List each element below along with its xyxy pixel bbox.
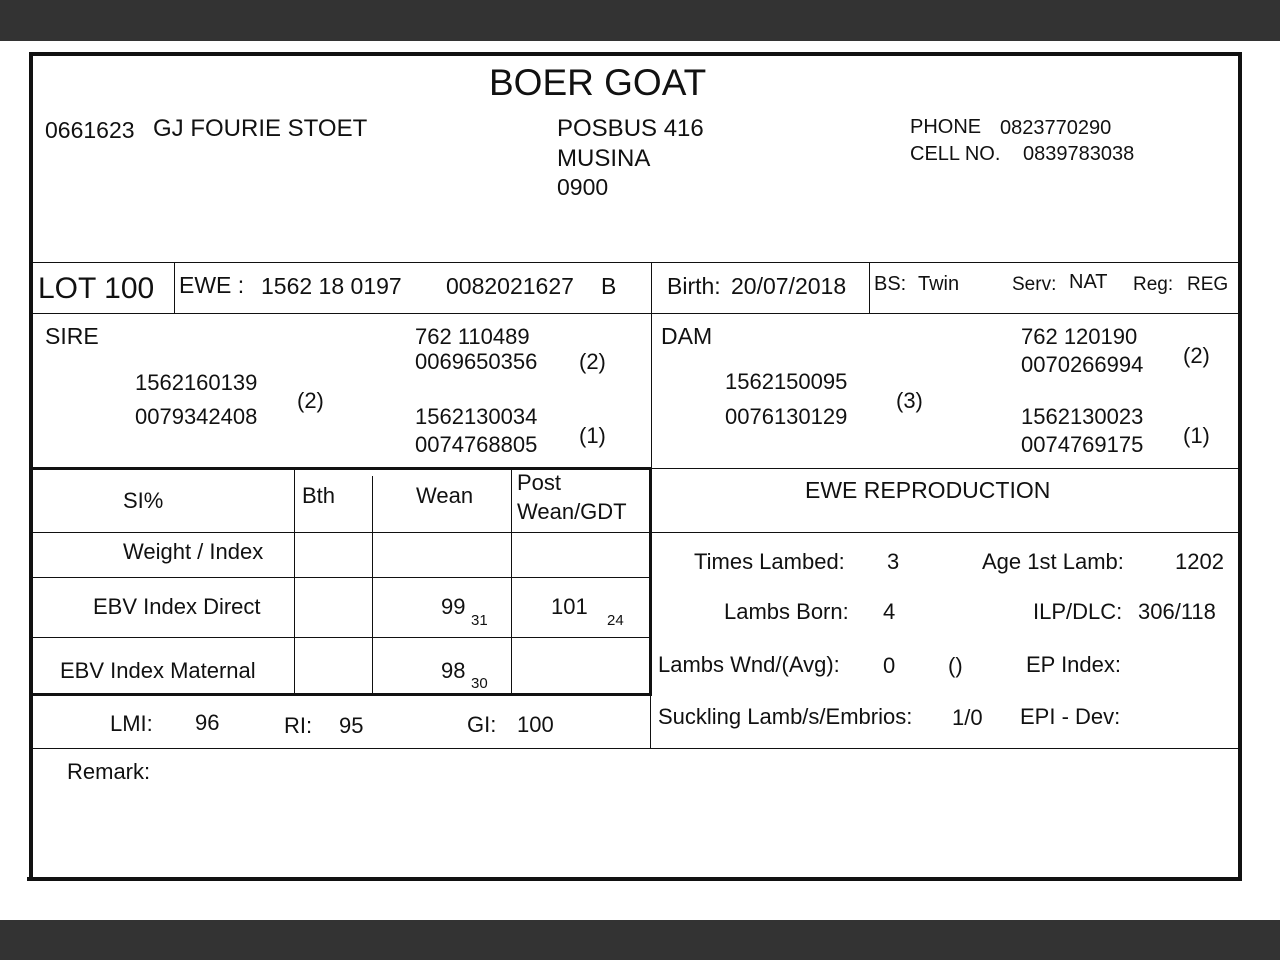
post-wean-header-line2: Wean/GDT: [517, 499, 627, 524]
ri-value: 95: [339, 713, 364, 738]
breeder-address-line3: 0900: [557, 174, 609, 200]
ebv-direct-label: EBV Index Direct: [93, 594, 261, 619]
dam-parent1-count: (2): [1183, 343, 1210, 368]
divider-header: [33, 262, 1238, 263]
divider-repro-top: [652, 468, 1238, 469]
ewe-label: EWE :: [179, 272, 245, 298]
gi-label: GI:: [467, 712, 497, 737]
dam-parent2-count: (1): [1183, 423, 1210, 448]
suckling-value: 1/0: [952, 705, 983, 730]
epi-dev-label: EPI - Dev:: [1020, 704, 1121, 729]
age-first-lamb-value: 1202: [1175, 549, 1224, 574]
divider-si-row2: [33, 637, 651, 638]
ebv-maternal-label: EBV Index Maternal: [60, 658, 256, 683]
lmi-value: 96: [195, 710, 220, 735]
card-border-right: [1238, 52, 1242, 881]
divider-birth-bs: [869, 263, 870, 313]
ewe-id: 1562 18 0197: [261, 273, 402, 299]
lambs-weaned-value: 0: [883, 653, 896, 678]
phone-number: 0823770290: [1000, 117, 1112, 139]
divider-middle-lower: [650, 696, 651, 748]
ebv-direct-post-accuracy: 24: [607, 612, 624, 629]
lambs-weaned-label: Lambs Wnd/(Avg):: [658, 652, 840, 677]
sire-count: (2): [297, 388, 324, 413]
dam-label: DAM: [661, 323, 713, 349]
weight-index-label: Weight / Index: [123, 539, 264, 564]
ebv-maternal-wean-accuracy: 30: [471, 675, 488, 692]
divider-bth-wean: [372, 476, 373, 693]
lot-number: LOT 100: [38, 272, 155, 305]
post-wean-header-line1: Post: [517, 470, 562, 495]
page-title: BOER GOAT: [489, 62, 707, 103]
dam-id: 1562150095: [725, 369, 848, 394]
divider-middle-thick: [649, 468, 652, 696]
reg-value: REG: [1187, 274, 1229, 295]
ilp-dlc-label: ILP/DLC:: [1033, 599, 1123, 624]
lambs-born-value: 4: [883, 599, 896, 624]
divider-lot-ewe: [174, 263, 175, 313]
serv-value: NAT: [1069, 271, 1108, 293]
divider-si-header: [33, 532, 1238, 533]
sire-parent2-count: (1): [579, 423, 606, 448]
dam-parent2-registration: 0074769175: [1021, 432, 1144, 457]
reproduction-title: EWE REPRODUCTION: [805, 477, 1051, 503]
ebv-maternal-wean: 98: [441, 658, 466, 683]
ewe-grade: B: [601, 273, 617, 299]
ebv-direct-wean: 99: [441, 594, 466, 619]
sire-parent2-id: 1562130034: [415, 404, 538, 429]
ilp-dlc-value: 306/118: [1138, 599, 1216, 624]
divider-si-bth: [294, 470, 295, 693]
dam-count: (3): [896, 388, 923, 413]
bs-value: Twin: [918, 273, 960, 295]
top-dark-band: [0, 0, 1280, 41]
divider-si-bottom: [33, 693, 652, 696]
suckling-label: Suckling Lamb/s/Embrios:: [658, 704, 913, 729]
card-border-bottom: [27, 877, 1242, 881]
dam-parent1-registration: 0070266994: [1021, 352, 1144, 377]
si-header: SI%: [123, 488, 164, 513]
divider-wean-post: [511, 470, 512, 693]
breeder-address-line1: POSBUS 416: [557, 115, 704, 142]
ri-label: RI:: [284, 713, 313, 738]
bth-header: Bth: [302, 483, 336, 508]
divider-middle: [651, 263, 652, 468]
breeder-name: GJ FOURIE STOET: [153, 115, 368, 142]
breeder-address-line2: MUSINA: [557, 145, 651, 172]
cell-label: CELL NO.: [910, 143, 1001, 165]
gi-value: 100: [517, 712, 554, 737]
birth-label: Birth:: [667, 273, 721, 299]
cell-number: 0839783038: [1023, 143, 1135, 165]
divider-si-row1: [33, 577, 651, 578]
dam-registration: 0076130129: [725, 404, 848, 429]
ewe-registration: 0082021627: [446, 273, 574, 299]
sire-parent2-registration: 0074768805: [415, 432, 538, 457]
reg-label: Reg:: [1133, 274, 1174, 295]
ebv-direct-post: 101: [551, 594, 588, 619]
ebv-direct-wean-accuracy: 31: [471, 612, 488, 629]
times-lambed-label: Times Lambed:: [694, 549, 845, 574]
lambs-weaned-average: (): [948, 653, 963, 678]
ep-index-label: EP Index:: [1026, 652, 1121, 677]
age-first-lamb-label: Age 1st Lamb:: [982, 549, 1124, 574]
wean-header: Wean: [416, 483, 474, 508]
bottom-dark-band: [0, 920, 1280, 960]
bs-label: BS:: [874, 273, 907, 295]
dam-parent1-id: 762 120190: [1021, 324, 1138, 349]
dam-parent2-id: 1562130023: [1021, 404, 1144, 429]
divider-remark: [33, 748, 1238, 749]
lambs-born-label: Lambs Born:: [724, 599, 849, 624]
sire-parent1-registration: 0069650356: [415, 349, 538, 374]
sire-label: SIRE: [45, 323, 99, 349]
times-lambed-value: 3: [887, 549, 900, 574]
sire-id: 1562160139: [135, 370, 258, 395]
sire-registration: 0079342408: [135, 404, 258, 429]
birth-date: 20/07/2018: [731, 273, 847, 299]
divider-lot-row: [33, 313, 1238, 314]
breeder-id: 0661623: [45, 117, 135, 143]
sire-parent1-count: (2): [579, 349, 606, 374]
card-border-top: [29, 52, 1242, 56]
phone-label: PHONE: [910, 116, 982, 138]
lmi-label: LMI:: [110, 711, 153, 736]
serv-label: Serv:: [1012, 274, 1057, 295]
remark-label: Remark:: [67, 759, 151, 784]
sire-parent1-id: 762 110489: [415, 324, 530, 349]
